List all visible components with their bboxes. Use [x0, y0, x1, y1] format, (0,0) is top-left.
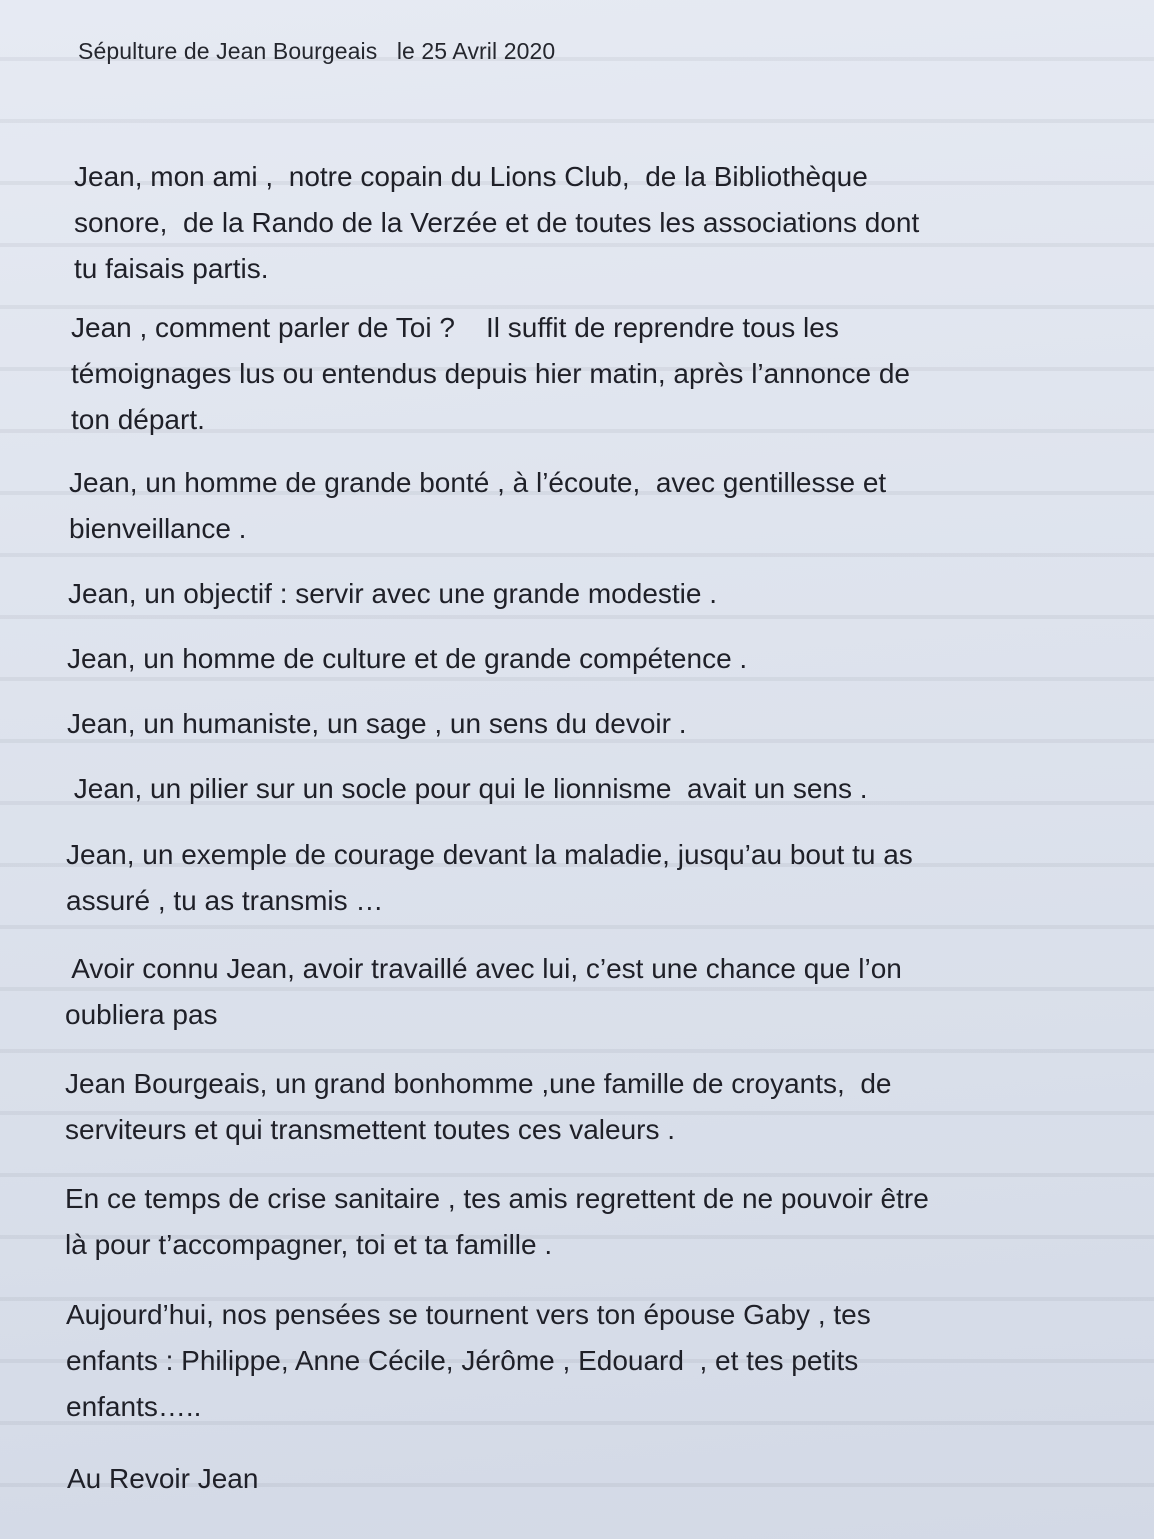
text-line: Jean, un objectif : servir avec une grande modestie .: [68, 578, 718, 609]
text-line: enfants…..: [66, 1391, 202, 1422]
text-line: bienveillance .: [69, 513, 247, 544]
paragraph-chance: [65, 946, 902, 1038]
text-line: Jean , comment parler de Toi ? Il suffit de reprendre tous les: [71, 312, 839, 343]
text-line: Jean, un humaniste, un sage , un sens du devoir .: [67, 708, 687, 739]
text-line: Avoir connu Jean, avoir travaillé avec lui, c’est une chance que l’on: [65, 953, 902, 984]
paragraph-courage: [66, 832, 913, 924]
letter-header: Sépulture de Jean Bourgeais le 25 Avril 2020: [78, 38, 556, 64]
paragraph-friend: [74, 154, 919, 292]
text-line: Jean, un pilier sur un socle pour qui le lionnisme avait un sens .: [66, 773, 868, 804]
text-line: Aujourd’hui, nos pensées se tournent vers ton épouse Gaby , tes: [66, 1299, 871, 1330]
text-line: sonore, de la Rando de la Verzée et de toutes les associations dont: [74, 207, 920, 238]
text-line: ton départ.: [71, 404, 205, 435]
paragraph-pillar: [66, 766, 868, 812]
text-line: enfants : Philippe, Anne Cécile, Jérôme , Edouard , et tes petits: [66, 1345, 859, 1376]
text-line: témoignages lus ou entendus depuis hier matin, après l’annonce de: [71, 358, 911, 389]
paragraph-objective: [68, 571, 717, 617]
paragraph-farewell: [67, 1456, 258, 1502]
text-line: Jean, un homme de culture et de grande compétence .: [67, 643, 748, 674]
paragraph-thoughts: [66, 1292, 871, 1430]
text-line: Au Revoir Jean: [67, 1463, 259, 1494]
text-line: tu faisais partis.: [74, 253, 269, 284]
text-line: oubliera pas: [65, 999, 218, 1030]
text-line: Jean, mon ami , notre copain du Lions Club, de la Bibliothèque: [74, 161, 868, 192]
paragraph-family-values: [65, 1061, 892, 1153]
paragraph-humanist: [67, 701, 687, 747]
text-line: Jean, un exemple de courage devant la maladie, jusqu’au bout tu as: [66, 839, 913, 870]
paragraph-culture: [67, 636, 747, 682]
text-line: serviteurs et qui transmettent toutes ces valeurs .: [65, 1114, 676, 1145]
text-line: Jean Bourgeais, un grand bonhomme ,une famille de croyants, de: [65, 1068, 892, 1099]
text-line: En ce temps de crise sanitaire , tes amis regrettent de ne pouvoir être: [65, 1183, 929, 1214]
paragraph-health-crisis: [65, 1176, 929, 1268]
text-line: Jean, un homme de grande bonté , à l’écoute, avec gentillesse et: [69, 467, 887, 498]
paragraph-kindness: [69, 460, 886, 552]
text-line: là pour t’accompagner, toi et ta famille .: [65, 1229, 553, 1260]
text-line: assuré , tu as transmis …: [66, 885, 384, 916]
paragraph-how-to-speak: [71, 305, 910, 443]
